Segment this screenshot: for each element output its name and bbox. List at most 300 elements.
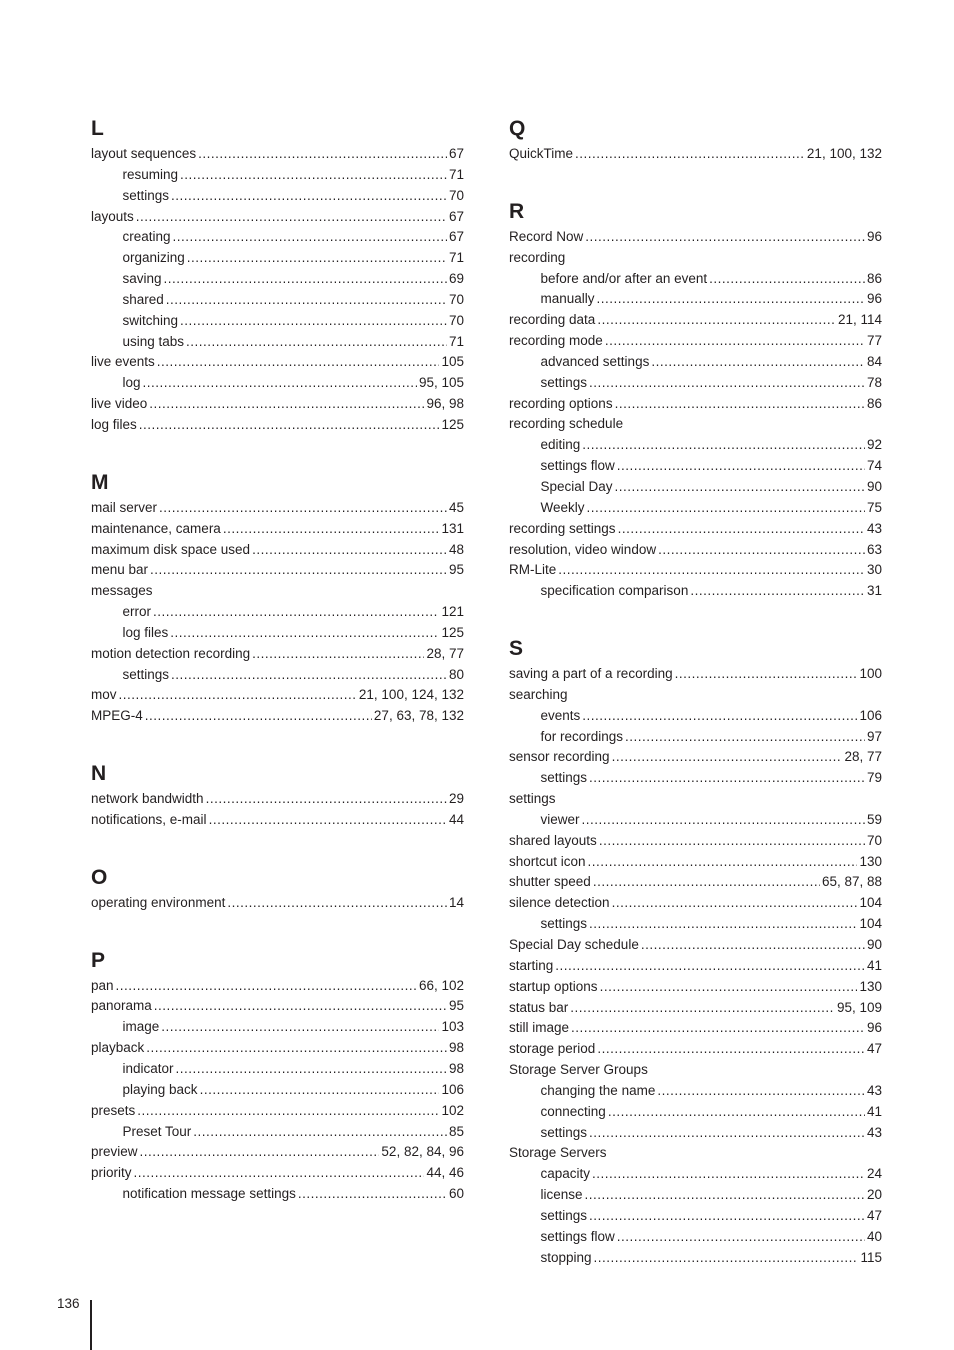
- index-subentry: [509, 269, 882, 290]
- entry-term: startup options: [509, 978, 598, 994]
- entry-pages: 41: [866, 1103, 882, 1119]
- entry-term: Weekly: [540, 499, 585, 515]
- entry-pages: 86: [866, 270, 882, 286]
- dot-leader: [227, 893, 447, 914]
- entry-term: editing: [540, 437, 581, 453]
- index-entry: [91, 207, 464, 228]
- index-entry: [509, 394, 882, 415]
- entry-term: mov: [91, 687, 117, 703]
- entry-pages: 103: [441, 1019, 464, 1035]
- dot-leader: [180, 165, 447, 186]
- entry-pages: 52, 82, 84, 96: [381, 1144, 464, 1160]
- dot-leader: [582, 810, 865, 831]
- dot-leader: [588, 852, 858, 873]
- entry-term: notifications, e-mail: [91, 811, 207, 827]
- entry-pages: 70: [448, 312, 464, 328]
- entry-pages: 95: [448, 562, 464, 578]
- index-subentry: [509, 914, 882, 935]
- dot-leader: [193, 1122, 447, 1143]
- index-entry: [91, 996, 464, 1017]
- entry-term: network bandwidth: [91, 791, 204, 807]
- entry-pages: 31: [866, 583, 882, 599]
- entry-term: specification comparison: [540, 583, 689, 599]
- index-section-s: [509, 634, 882, 1268]
- index-entry: [91, 1163, 464, 1184]
- dot-leader: [617, 1227, 865, 1248]
- index-entry: [509, 852, 882, 873]
- dot-leader: [651, 352, 865, 373]
- entry-term: using tabs: [122, 333, 185, 349]
- dot-leader: [298, 1184, 447, 1205]
- entry-pages: 69: [448, 271, 464, 287]
- index-entry: [91, 560, 464, 581]
- dot-leader: [571, 1018, 865, 1039]
- entry-term: recording: [509, 249, 566, 265]
- dot-leader: [658, 540, 865, 561]
- entry-term: resuming: [122, 166, 179, 182]
- dot-leader: [608, 1102, 865, 1123]
- entry-pages: 59: [866, 811, 882, 827]
- index-section-m: [91, 468, 464, 727]
- dot-leader: [170, 623, 439, 644]
- page-number: 136: [57, 1296, 80, 1311]
- dot-leader: [198, 144, 447, 165]
- entry-term: sensor recording: [509, 749, 610, 765]
- dot-leader: [161, 1017, 439, 1038]
- entry-term: QuickTime: [509, 146, 574, 161]
- index-entry: [509, 747, 882, 768]
- dot-leader: [157, 352, 440, 373]
- entry-term: motion detection recording: [91, 645, 251, 661]
- entry-term: for recordings: [540, 728, 624, 744]
- index-subentry: [509, 498, 882, 519]
- entry-term: Special Day: [540, 478, 613, 494]
- index-entry: [509, 893, 882, 914]
- dot-leader: [617, 456, 865, 477]
- entry-pages: 102: [441, 1102, 464, 1118]
- entry-term: resolution, video window: [509, 541, 657, 557]
- index-entry: [509, 1018, 882, 1039]
- index-section-r: [509, 197, 882, 602]
- entry-pages: 79: [866, 770, 882, 786]
- entry-term: log files: [122, 624, 169, 640]
- entry-term: pan: [91, 977, 114, 993]
- index-entry: [91, 1038, 464, 1059]
- entry-pages: 104: [859, 895, 882, 911]
- index-entry: [91, 976, 464, 997]
- dot-leader: [134, 1163, 425, 1184]
- dot-leader: [589, 768, 865, 789]
- entry-term: connecting: [540, 1103, 606, 1119]
- entry-pages: 105: [441, 354, 464, 370]
- entry-term: settings: [509, 791, 556, 807]
- entry-pages: 78: [866, 374, 882, 390]
- dot-leader: [605, 331, 865, 352]
- entry-pages: 41: [866, 957, 882, 973]
- entry-pages: 70: [448, 291, 464, 307]
- entry-pages: 63: [866, 541, 882, 557]
- entry-term: Storage Servers: [509, 1145, 607, 1161]
- entry-term: settings: [122, 666, 170, 682]
- entry-pages: 70: [448, 187, 464, 203]
- entry-pages: 44, 46: [426, 1165, 464, 1181]
- entry-term: shortcut icon: [509, 853, 586, 869]
- dot-leader: [180, 311, 447, 332]
- entry-term: live events: [91, 354, 155, 370]
- entry-term: messages: [91, 583, 153, 599]
- entry-term: before and/or after an event: [540, 270, 708, 286]
- entry-term: settings: [540, 1124, 588, 1140]
- entry-pages: 115: [860, 1249, 882, 1265]
- entry-term: MPEG-4: [91, 708, 143, 724]
- entry-pages: 75: [866, 499, 882, 515]
- dot-leader: [589, 373, 865, 394]
- index-entry: [509, 310, 882, 331]
- index-entry: [91, 1142, 464, 1163]
- dot-leader: [252, 644, 424, 665]
- entry-term: settings: [540, 1207, 588, 1223]
- index-section-n: [91, 759, 464, 831]
- index-subentry: [509, 1206, 882, 1227]
- dot-leader: [558, 560, 865, 581]
- index-subentry: [509, 1164, 882, 1185]
- index-entry: [509, 540, 882, 561]
- index-section-l: [91, 114, 464, 436]
- section-letter: M: [91, 470, 109, 494]
- entry-pages: 98: [448, 1040, 464, 1056]
- entry-pages: 104: [859, 916, 882, 932]
- entry-term: settings: [122, 187, 170, 203]
- entry-term: settings: [540, 374, 588, 390]
- entry-pages: 121: [441, 604, 464, 620]
- index-section-q: [509, 114, 882, 165]
- index-subentry: [91, 1122, 464, 1143]
- index-subentry: [91, 1184, 464, 1205]
- entry-term: shared: [122, 291, 164, 307]
- entry-term: creating: [122, 229, 171, 245]
- entry-pages: 131: [441, 520, 464, 536]
- dot-leader: [145, 706, 372, 727]
- index-subentry: [91, 665, 464, 686]
- index-column-left: [91, 114, 464, 1237]
- entry-pages: 96: [866, 228, 882, 244]
- dot-leader: [589, 1206, 865, 1227]
- dot-leader: [206, 789, 447, 810]
- entry-pages: 48: [448, 541, 464, 557]
- index-subentry: [91, 311, 464, 332]
- index-entry: [91, 789, 464, 810]
- index-entry: [509, 935, 882, 956]
- dot-leader: [150, 560, 447, 581]
- dot-leader: [597, 310, 836, 331]
- entry-term: error: [122, 604, 152, 620]
- entry-term: panorama: [91, 998, 152, 1014]
- entry-pages: 96: [866, 291, 882, 307]
- index-entry: [509, 1039, 882, 1060]
- entry-term: notification message settings: [122, 1186, 296, 1202]
- entry-pages: 77: [866, 333, 882, 349]
- entry-pages: 95, 109: [836, 999, 882, 1015]
- index-entry: [91, 144, 464, 165]
- dot-leader: [600, 977, 858, 998]
- index-entry: [91, 706, 464, 727]
- dot-leader: [171, 665, 447, 686]
- dot-leader: [709, 269, 865, 290]
- dot-leader: [164, 269, 447, 290]
- dot-leader: [186, 332, 447, 353]
- index-subentry: [91, 290, 464, 311]
- entry-term: priority: [91, 1165, 132, 1181]
- entry-pages: 28, 77: [426, 645, 464, 661]
- entry-pages: 96: [866, 1020, 882, 1036]
- dot-leader: [641, 935, 865, 956]
- entry-term: starting: [509, 957, 554, 973]
- index-subentry: [91, 165, 464, 186]
- dot-leader: [173, 227, 447, 248]
- index-section-p: [91, 946, 464, 1205]
- index-subentry: [509, 727, 882, 748]
- page-number-rule: [90, 1300, 92, 1350]
- index-subentry: [509, 810, 882, 831]
- dot-leader: [612, 893, 858, 914]
- index-entry: [91, 540, 464, 561]
- index-subentry: [509, 477, 882, 498]
- entry-pages: 100: [859, 666, 882, 682]
- entry-term: indicator: [122, 1061, 174, 1076]
- entry-pages: 43: [866, 1082, 882, 1098]
- entry-term: RM-Lite: [509, 562, 557, 578]
- index-subentry: [509, 435, 882, 456]
- section-letter: Q: [509, 117, 526, 140]
- entry-pages: 67: [448, 229, 464, 245]
- dot-leader: [585, 1185, 865, 1206]
- index-subentry: [91, 1059, 464, 1080]
- dot-leader: [176, 1059, 447, 1080]
- index-entry: [509, 872, 882, 893]
- entry-pages: 90: [866, 937, 882, 952]
- index-entry: [509, 519, 882, 540]
- entry-pages: 67: [448, 146, 464, 161]
- index-entry: [91, 415, 464, 436]
- entry-pages: 45: [448, 499, 464, 515]
- entry-pages: 86: [866, 395, 882, 411]
- entry-pages: 97: [866, 728, 882, 744]
- entry-term: storage period: [509, 1041, 596, 1057]
- entry-pages: 71: [448, 166, 464, 182]
- index-subentry: [509, 706, 882, 727]
- entry-pages: 60: [448, 1186, 464, 1202]
- index-entry: [509, 560, 882, 581]
- entry-pages: 24: [866, 1166, 882, 1182]
- section-letter: P: [91, 948, 106, 972]
- index-entry: [91, 394, 464, 415]
- index-subentry: [509, 1248, 882, 1269]
- index-subentry: [91, 332, 464, 353]
- entry-pages: 130: [859, 853, 882, 869]
- entry-pages: 28, 77: [844, 749, 882, 765]
- dot-leader: [137, 1101, 439, 1122]
- entry-pages: 125: [441, 624, 464, 640]
- index-entry: [91, 810, 464, 831]
- entry-term: still image: [509, 1020, 570, 1036]
- entry-term: maximum disk space used: [91, 541, 251, 557]
- dot-leader: [675, 664, 858, 685]
- entry-pages: 95, 105: [418, 375, 464, 391]
- dot-leader: [690, 581, 865, 602]
- entry-term: advanced settings: [540, 353, 650, 369]
- entry-term: changing the name: [540, 1082, 656, 1098]
- entry-term: capacity: [540, 1166, 591, 1182]
- dot-leader: [657, 1081, 865, 1102]
- entry-pages: 74: [866, 458, 882, 474]
- dot-leader: [575, 144, 805, 165]
- section-letter: O: [91, 865, 108, 889]
- section-letter: R: [509, 199, 525, 223]
- entry-term: recording data: [509, 312, 596, 328]
- entry-term: operating environment: [91, 894, 226, 910]
- entry-pages: 80: [448, 666, 464, 682]
- entry-term: presets: [91, 1102, 136, 1118]
- section-letter: L: [91, 117, 104, 140]
- entry-term: searching: [509, 686, 568, 702]
- entry-pages: 21, 114: [837, 312, 882, 328]
- index-entry: [91, 581, 464, 602]
- entry-pages: 29: [448, 791, 464, 807]
- entry-term: silence detection: [509, 895, 610, 911]
- section-letter: S: [509, 637, 524, 661]
- entry-term: image: [122, 1019, 160, 1035]
- entry-pages: 14: [448, 894, 464, 910]
- entry-term: layouts: [91, 208, 134, 224]
- dot-leader: [597, 289, 865, 310]
- entry-pages: 43: [866, 1124, 882, 1140]
- entry-pages: 71: [448, 250, 464, 266]
- entry-term: stopping: [540, 1249, 592, 1265]
- index-subentry: [509, 768, 882, 789]
- index-entry: [91, 685, 464, 706]
- dot-leader: [625, 727, 865, 748]
- index-subentry: [509, 456, 882, 477]
- index-entry: [509, 144, 882, 165]
- dot-leader: [171, 186, 447, 207]
- dot-leader: [582, 435, 865, 456]
- dot-leader: [555, 956, 865, 977]
- dot-leader: [209, 810, 447, 831]
- index-entry: [509, 685, 882, 706]
- dot-leader: [589, 1123, 865, 1144]
- entry-pages: 30: [866, 562, 882, 578]
- section-letter: N: [91, 762, 107, 786]
- entry-pages: 125: [441, 416, 464, 432]
- entry-term: Storage Server Groups: [509, 1062, 648, 1078]
- dot-leader: [143, 373, 417, 394]
- dot-leader: [587, 498, 865, 519]
- index-entry: [509, 1143, 882, 1164]
- dot-leader: [154, 996, 447, 1017]
- entry-term: manually: [540, 291, 595, 307]
- index-subentry: [509, 1123, 882, 1144]
- dot-leader: [570, 998, 835, 1019]
- dot-leader: [599, 831, 865, 852]
- dot-leader: [615, 394, 865, 415]
- entry-pages: 40: [866, 1228, 882, 1244]
- entry-term: mail server: [91, 499, 158, 515]
- index-entry: [509, 1060, 882, 1081]
- entry-term: viewer: [540, 811, 580, 827]
- entry-term: saving a part of a recording: [509, 666, 673, 682]
- dot-leader: [594, 1248, 859, 1269]
- entry-pages: 90: [866, 478, 882, 494]
- entry-term: shutter speed: [509, 874, 591, 890]
- index-entry: [509, 998, 882, 1019]
- entry-term: layout sequences: [91, 146, 197, 161]
- index-entry: [91, 498, 464, 519]
- entry-pages: 20: [866, 1187, 882, 1203]
- entry-term: log: [122, 375, 141, 391]
- dot-leader: [618, 519, 865, 540]
- entry-term: preview: [91, 1144, 138, 1160]
- entry-pages: 84: [866, 353, 882, 369]
- index-entry: [509, 331, 882, 352]
- dot-leader: [139, 415, 440, 436]
- index-entry: [91, 352, 464, 373]
- entry-term: Preset Tour: [122, 1123, 192, 1139]
- entry-pages: 47: [866, 1041, 882, 1057]
- entry-pages: 43: [866, 520, 882, 536]
- index-entry: [509, 831, 882, 852]
- index-subentry: [509, 352, 882, 373]
- entry-pages: 95: [448, 998, 464, 1014]
- dot-leader: [187, 248, 447, 269]
- entry-term: Record Now: [509, 228, 584, 244]
- entry-term: organizing: [122, 250, 185, 266]
- entry-term: shared layouts: [509, 832, 597, 848]
- entry-term: playback: [91, 1040, 145, 1056]
- dot-leader: [146, 1038, 447, 1059]
- entry-pages: 21, 100, 124, 132: [358, 687, 464, 703]
- entry-term: menu bar: [91, 562, 149, 578]
- entry-term: Special Day schedule: [509, 937, 639, 952]
- dot-leader: [585, 227, 865, 248]
- dot-leader: [252, 540, 447, 561]
- entry-pages: 44: [448, 811, 464, 827]
- index-subentry: [91, 1080, 464, 1101]
- index-subentry: [91, 248, 464, 269]
- entry-term: license: [540, 1187, 583, 1203]
- entry-pages: 65, 87, 88: [821, 874, 882, 890]
- dot-leader: [593, 872, 820, 893]
- index-entry: [91, 1101, 464, 1122]
- index-entry: [509, 414, 882, 435]
- index-subentry: [91, 186, 464, 207]
- index-subentry: [509, 1185, 882, 1206]
- index-subentry: [91, 269, 464, 290]
- dot-leader: [615, 477, 865, 498]
- index-subentry: [91, 602, 464, 623]
- index-subentry: [509, 373, 882, 394]
- index-subentry: [509, 289, 882, 310]
- dot-leader: [597, 1039, 865, 1060]
- index-column-right: [509, 114, 882, 1301]
- entry-term: recording options: [509, 395, 613, 411]
- entry-pages: 27, 63, 78, 132: [373, 708, 464, 724]
- index-entry: [91, 644, 464, 665]
- entry-pages: 106: [859, 707, 882, 723]
- dot-leader: [612, 747, 843, 768]
- entry-pages: 98: [448, 1061, 464, 1076]
- entry-term: settings flow: [540, 458, 615, 474]
- index-subentry: [91, 623, 464, 644]
